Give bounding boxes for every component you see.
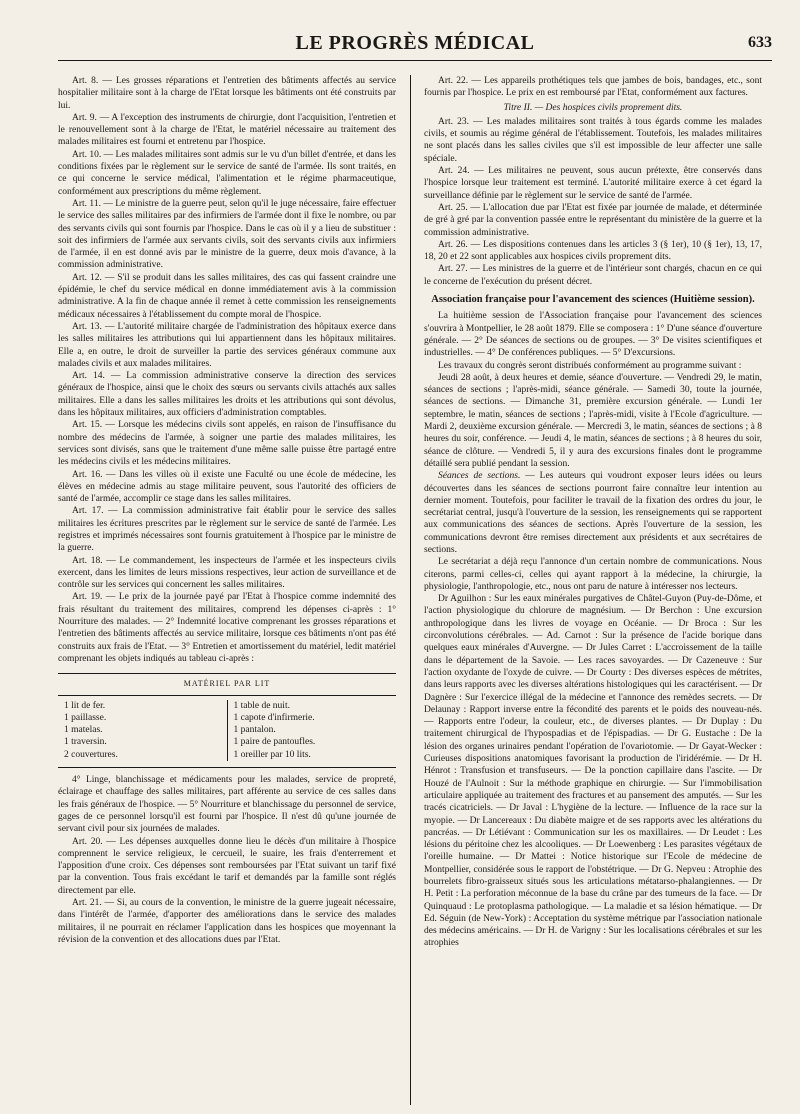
materiel-item: 1 paillasse. [64,712,107,723]
paragraph: Art. 25. — L'allocation due par l'Etat est fixée par journée de malade, et déterminée de gré à gré par la convention passée entre le représentant du ministère de la guerre et la commission administrative. [424,202,762,238]
paragraph: Art. 13. — L'autorité militaire chargée de l'administration des hôpitaux exerce dans les salles militaires les attributions qui lui appartiennent dans les hôpitaux militaires. Elle a, en outre, le droit de surveiller la partie des services généraux commune aux malades civils et aux malades militaires. [58,321,396,369]
materiel-item: 1 table de nuit. [233,700,290,711]
materiel-column-2 [227,700,397,761]
paragraph: Art. 26. — Les dispositions contenues dans les articles 3 (§ 1er), 10 (§ 1er), 13, 17, 18, 20 et 22 sont applicables aux hospices civils proprement dits. [424,239,762,263]
materiel-item: 1 traversin. [64,737,107,748]
paragraph: Art. 17. — La commission administrative fait établir pour le service des salles militaires les écritures prescrites par le règlement sur le service de santé de l'armée. Les registres et imprimés nécessaires sont fournis gratuitement à l'hospice par le ministre de la guerre. [58,506,396,554]
materiel-item: 1 paire de pantoufles. [233,737,316,748]
paragraph: Art. 16. — Dans les villes où il existe une Faculté ou une école de médecine, les élèves en médecine admis au stage militaire peuvent, sous l'autorité des officiers de santé de l'armée, accomplir ce stage dans les salles militaires. [58,469,396,505]
journal-title: LE PROGRÈS MÉDICAL [295,32,535,54]
paragraph-text: — Les auteurs qui voudront exposer leurs idées ou leurs découvertes dans les séances de sections pourront faire connaître leur intention au dernier moment. Toutefois, pour faciliter le travail de la fixation des ordres du jour, le secrétariat central, jusqu'à l'ouverture de la session, les renseignements qui se rapportent aux communications des séances de sections. Après l'ouverture de la session, les communications devront être remises directement aux présidents et aux secrétaires de sections. [424,471,762,555]
paragraph: 4° Linge, blanchissage et médicaments pour les malades, service de propreté, éclairage et chauffage des salles militaires, part afférente au service de ces salles dans les frais généraux de l'hospice. — 5° Nourriture et blanchissage du personnel de service, gages de ce personnel lorsqu'il est fourni par l'hospice. Il n'est dû qu'une journée de servant civil pour six journées de malades. [58,775,396,835]
paragraph: Art. 10. — Les malades militaires sont admis sur le vu d'un billet d'entrée, et dans les conditions fixées par le règlement sur le service de santé de l'armée. Ils sont traités, en ce qui concerne le service médical, l'alimentation et le régime pharmaceutique, conformément aux prescriptions du même règlement. [58,149,396,197]
paragraph: Art. 19. — Le prix de la journée payé par l'Etat à l'hospice comme indemnité des frais résultant du traitement des militaires, comprend les dépenses ci-après : 1° Nourriture des malades. — 2° Indemnité locative comprenant les grosses réparations et l'entretien des bâtiments affectés au service militaire, lorsque ces bâtiments n'ont pas été construits aux frais de l'Etat. — 3° Entretien et amortissement du matériel, ledit matériel comprenant les objets indiqués au tableau ci-après : [58,592,396,664]
materiel-item: 1 matelas. [64,725,103,736]
materiel-item: 1 pantalon. [233,725,276,736]
paragraph: Art. 14. — La commission administrative conserve la direction des services généraux de l'hospice, ainsi que le choix des sœurs ou servants civils attachés aux salles militaires. Elle a dans les salles militaires les droits et les attributions qui sont dévolus, dans les hôpitaux militaires, aux officiers d'administration comptables. [58,371,396,419]
paragraph: Art. 24. — Les militaires ne peuvent, sous aucun prétexte, être conservés dans l'hospice lorsque leur traitement est terminé. L'autorité militaire exerce à cet égard la surveillance définie par le règlement sur le service de santé de l'armée. [424,166,762,201]
right-column [424,75,762,950]
paragraph: Art. 22. — Les appareils prothétiques tels que jambes de bois, bandages, etc., sont fournis par l'hospice. Le prix en est remboursé par l'Etat, conformément aux factures. [424,76,762,99]
paragraph: Art. 20. — Les dépenses auxquelles donne lieu le décès d'un militaire à l'hospice comprennent le service religieux, le cercueil, le suaire, les frais d'enterrement et l'apposition d'une croix. Ces dépenses sont remboursées par l'Etat suivant un tarif fixé par la convention. Tous frais excédant le tarif et demandés par la famille sont réglés directement par elle. [58,836,396,896]
materiel-column-1 [58,700,227,761]
materiel-item: 1 lit de fer. [64,700,106,711]
materiel-caption: MATÉRIEL PAR LIT [58,678,396,695]
paragraph [424,470,762,556]
column-divider [410,75,411,1105]
titre-heading: Titre II. — Des hospices civils proprement dits. [503,102,683,113]
materiel-item: 2 couvertures. [64,749,118,760]
paragraph: Art. 12. — S'il se produit dans les salles militaires, des cas qui fassent craindre une épidémie, le chef du service médical en donne immédiatement avis à la commission administrative. A la fin de chaque année il remet à cette commission les renseignements médicaux nécessaires à l'établissement du compte moral de l'hospice. [58,272,396,320]
page-header [58,20,772,61]
run-in-heading: Séances de sections. [438,471,521,482]
paragraph: Le secrétariat a déjà reçu l'annonce d'un certain nombre de communications. Nous citerons, parmi celles-ci, celles qui ayant rapport à la médecine, la chirurgie, la physiologie, l'anthropologie, etc., nous ont paru de nature à intéresser nos lecteurs. [424,557,762,592]
materiel-item: 1 capote d'infirmerie. [233,712,315,723]
paragraph: Art. 11. — Le ministre de la guerre peut, selon qu'il le juge nécessaire, faire effectuer le service des salles militaires par des infirmiers de l'armée dont il fixe le nombre, ou par des servants civils qui sont fournis par l'hospice. Dans le cas où il y a lieu de substituer : soit des infirmiers de l'armée aux servants civils, soit des servants civils aux infirmiers de l'armée, il en est donné avis par le ministre de la guerre, deux mois d'avance, à la commission administrative. [58,198,396,271]
materiel-table [58,673,396,768]
paragraph: Art. 27. — Les ministres de la guerre et de l'intérieur sont chargés, chacun en ce qui le concerne de l'exécution du présent décret. [424,264,762,287]
materiel-item: 1 oreiller par 10 lits. [233,749,311,760]
paragraph: Art. 23. — Les malades militaires sont traités à tous égards comme les malades civils, et soumis au régime général de l'établissement. Toutefois, les malades militaires ne sont placés dans les salles civiles que s'il est impossible de leur affecter une salle spéciale. [424,116,762,164]
section-title: Association française pour l'avancement des sciences (Huitième session). [431,294,755,306]
left-column [58,75,396,946]
paragraph: Art. 8. — Les grosses réparations et l'entretien des bâtiments affectés au service hospitalier militaire sont à la charge de l'Etat lorsque les bâtiments ont été construits par lui. [58,76,396,111]
paragraph: Art. 9. — A l'exception des instruments de chirurgie, dont l'acquisition, l'entretien et le renouvellement sont à la charge de l'Etat, le matériel nécessaire au traitement des malades militaires est fourni et entretenu par l'hospice. [58,112,396,148]
paragraph: Art. 21. — Si, au cours de la convention, le ministre de la guerre jugeait nécessaire, dans l'intérêt de l'armée, d'apporter des améliorations dans le service des malades militaires, il ne pourrait en réclamer l'application dans les hospices que moyennant la révision de la convention et des allocations dues par l'Etat. [58,898,396,945]
paragraph: Art. 18. — Le commandement, les inspecteurs de l'armée et les inspecteurs civils exercent, dans les limites de leurs missions respectives, leur action de surveillance et de contrôle sur les services qui concernent les salles militaires. [58,555,396,591]
paragraph: Les travaux du congrès seront distribués conformément au programme suivant : [438,360,742,371]
paragraph: Art. 15. — Lorsque les médecins civils sont appelés, en raison de l'insuffisance du nombre des médecins de l'armée, à soigner une partie des malades militaires, les services sont divisés, sans que le traitement d'une même salle puisse être partagé entre les médecins civils et les médecins militaires. [58,420,396,468]
paragraph: Dr Aguilhon : Sur les eaux minérales purgatives de Châtel-Guyon (Puy-de-Dôme, et l'action physiologique du chlorure de magnésium. — Dr Berchon : Une excursion anthropologique dans les livres de voyage en Océanie. — Dr Broca : Sur les circonvolutions cérébrales. — Ad. Carnot : Sur la présence de l'acide borique dans quelques eaux minérales d'Auvergne. — Dr Jules Carret : L'accroissement de la taille dans le département de la Savoie. — Les races savoyardes. — Dr Cazeneuve : Sur l'action oxydante de l'oxyde de cuivre. — Dr Courty : Des diverses espèces de métrites, dans leurs rapports avec les diverses altérations histologiques qui les caractérisent. — Dr Dagnère : Sur l'exercice illégal de la médecine et l'annonce des remèdes secrets. — Dr Delaunay : Rapport inverse entre la fécondité des parents et le poids des nouveau-nés. — Rapports entre l'odeur, la couleur, etc., de diverses plantes. — Dr Duplay : Du traitement chirurgical de l'hypospadias et de l'épispadias. — Dr G. Eustache : De la lésion des organes urinaires pendant l'opération de l'ovariotomie. — Dr Gayat-Wecker : Curieuses dispositions anatomiques favorisant la production de l'iridérémie. — Dr H. Hénrot : Transfusion et transfuseurs. — De la ponction capillaire dans l'ascite. — Dr Houzé de l'Aulnoit : Sur la méthode graphique en chirurgie. — Sur l'immobilisation articulaire appliquée au traitement des fractures et au pansement des amputés. — Sur les tracés cicatriciels. — Dr Javal : L'hygiène de la lecture. — Influence de la race sur la myopie. — Dr Lancereaux : Du diabète maigre et de ses rapports avec les altérations du pancréas. — Dr Létiévant : Communication sur les os maxillaires. — Dr Leudet : Les lésions du péritoine chez les alcooliques. — Dr Loewenberg : Les parasites végétaux de l'oreille humaine. — Dr Mattei : Notice historique sur l'Ecole de médecine de Montpellier, considérée sous le rapport de l'obstétrique. — Dr G. Nepveu : Atrophie des bourrelets fibro-graisseux situés sous les articulations métatarso-phalangiennes. — Dr H. Petit : La perforation méconnue de la base du crâne par des tumeurs de la face. — Dr Quinquaud : Le protoplasma pathologique. — La maladie et sa lésion hématique. — Dr Ed. Séguin (de New-York) : Acceptation du système métrique par l'association nationale des médecins américains. — Dr H. de Varigny : Sur les localisations cérébrales et sur les atrophies [424,594,762,949]
paragraph: La huitième session de l'Association française pour l'avancement des sciences s'ouvrira à Montpellier, le 28 août 1879. Elle se composera : 1° D'une séance d'ouverture générale. — 2° De séances de sections ou de groupes. — 3° De visites scientifiques et industrielles. — 4° De conférences publiques. — 5° D'excursions. [424,311,762,359]
paragraph: Jeudi 28 août, à deux heures et demie, séance d'ouverture. — Vendredi 29, le matin, séances de sections ; l'après-midi, séance générale. — Samedi 30, toute la journée, séances de sections. — Dimanche 31, première excursion générale. — Lundi 1er septembre, le matin, séances de sections ; l'après-midi, visite à l'Ecole d'agriculture. — Mardi 2, deuxième excursion générale. — Mercredi 3, le matin, séances de sections ; à 8 heures du soir, conférence. — Jeudi 4, le matin, séances de sections ; à 8 heures du soir, séance de clôture. — Vendredi 5, il y aura des excursions finales dont le programme détaillé sera publié pendant la session. [424,372,762,469]
page-number: 633 [748,34,772,51]
